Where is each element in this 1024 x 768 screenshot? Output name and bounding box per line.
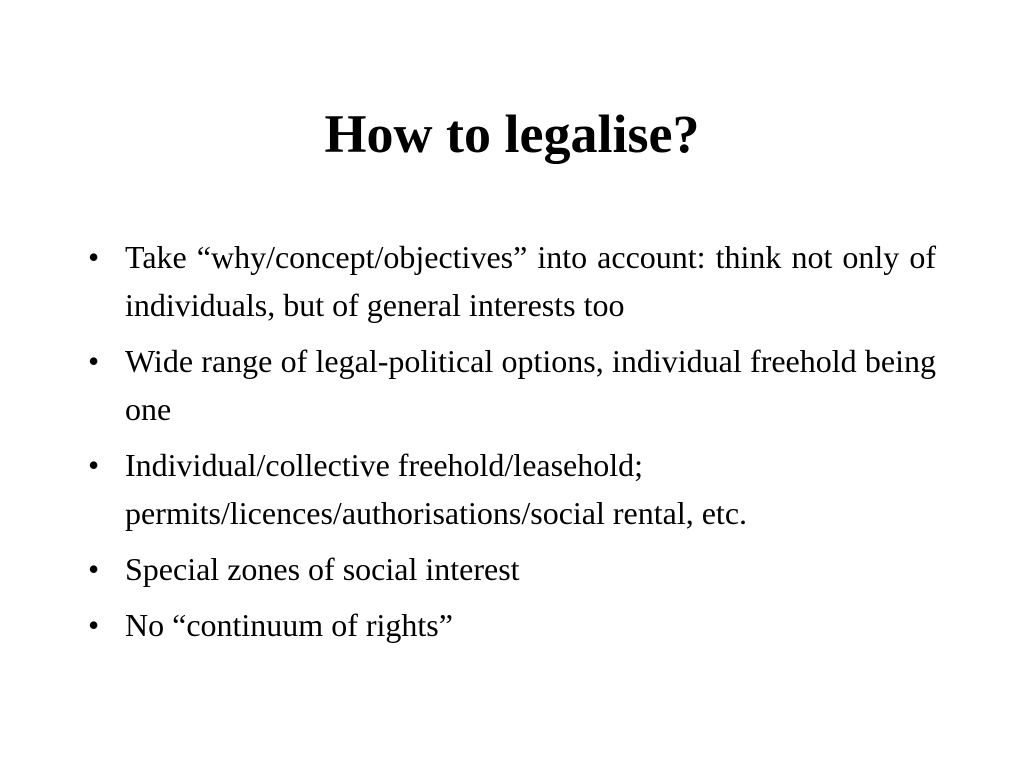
bullet-icon: •: [88, 239, 100, 275]
bullet-icon: •: [88, 447, 100, 483]
bullet-icon: •: [88, 607, 100, 643]
list-item: [88, 545, 936, 593]
list-item: [88, 337, 936, 433]
bullet-icon: •: [88, 551, 100, 587]
bullet-text: Take “why/concept/objectives” into account: think not only of individuals, but of general interests too: [125, 239, 936, 323]
bullet-list: [88, 233, 936, 657]
bullet-text: Wide range of legal-political options, individual freehold being one: [125, 343, 936, 427]
list-item: [88, 441, 936, 537]
bullet-text: No “continuum of rights”: [125, 607, 453, 643]
list-item: [88, 233, 936, 329]
bullet-icon: •: [88, 343, 100, 379]
bullet-text: Special zones of social interest: [125, 551, 520, 587]
slide-title: How to legalise?: [324, 104, 700, 164]
bullet-text: Individual/collective freehold/leasehold; permits/licences/authorisations/social rental, etc.: [125, 447, 748, 531]
list-item: [88, 601, 936, 649]
